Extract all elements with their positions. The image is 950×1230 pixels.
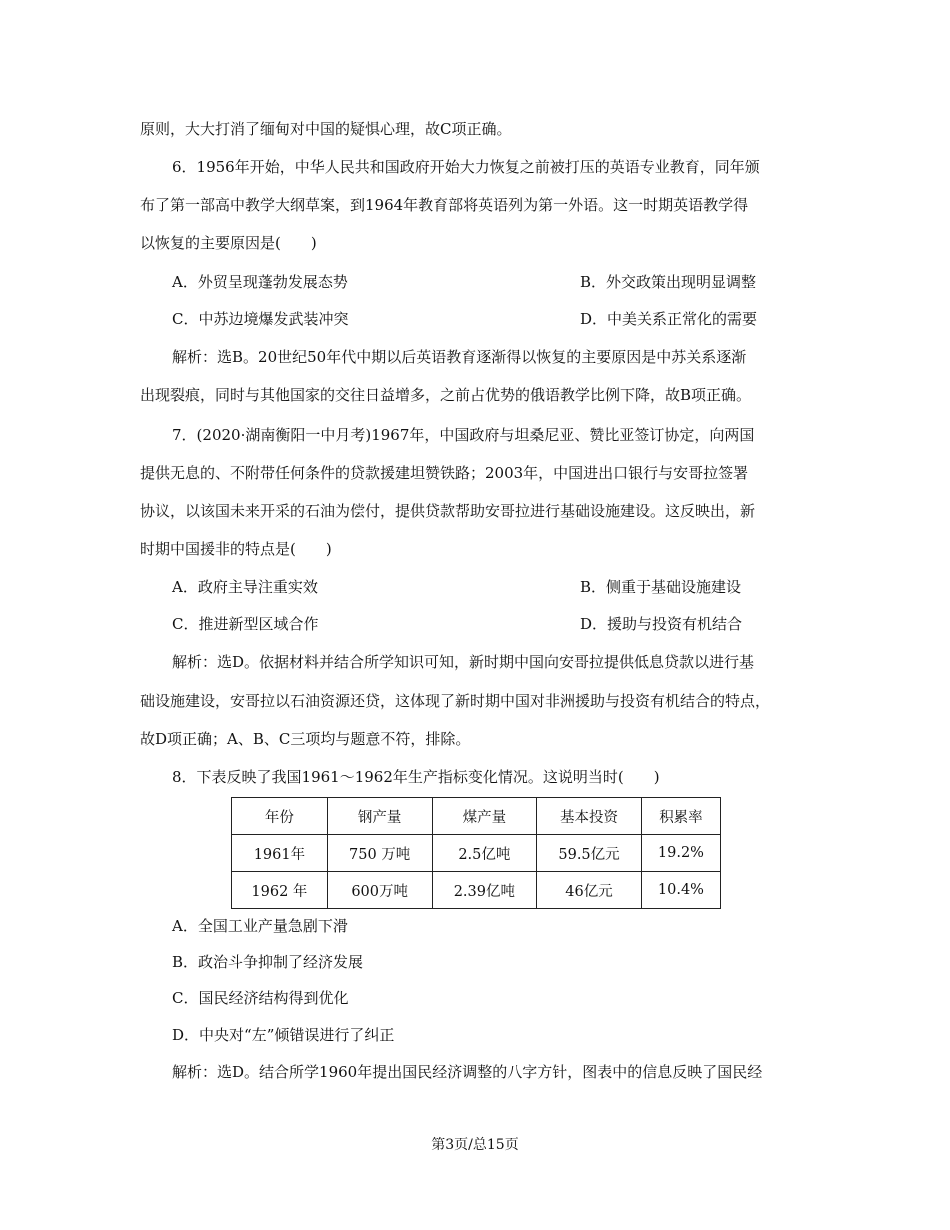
text-line: 布了第一部高中教学大纲草案，到1964年教育部将英语列为第一外语。这一时期英语教学得 <box>140 196 749 214</box>
q6-option-b: B．外交政策出现明显调整 <box>580 273 757 291</box>
table-header-cell: 煤产量 <box>432 798 537 835</box>
table-cell: 19.2% <box>641 835 720 872</box>
q6-option-c: C．中苏边境爆发武装冲突 <box>172 310 349 328</box>
q8-option-b: B．政治斗争抑制了经济发展 <box>172 953 364 971</box>
q6-option-d: D．中美关系正常化的需要 <box>580 310 758 328</box>
text-line: 故D项正确；A、B、C三项均与题意不符，排除。 <box>140 730 471 748</box>
table-header-cell: 钢产量 <box>327 798 432 835</box>
table-cell: 1961年 <box>232 835 328 872</box>
page-footer: 第3页/总15页 <box>431 1137 519 1153</box>
question-6-stem: 6．1956年开始，中华人民共和国政府开始大力恢复之前被打压的英语专业教育，同年颁 <box>172 158 760 176</box>
q7-option-d: D．援助与投资有机结合 <box>580 615 743 633</box>
text-line: 础设施建设，安哥拉以石油资源还贷，这体现了新时期中国对非洲援助与投资有机结合的特点， <box>140 692 771 710</box>
text-line: 时期中国援非的特点是( ) <box>140 540 332 558</box>
q8-option-d: D．中央对“左”倾错误进行了纠正 <box>172 1026 395 1044</box>
table-cell: 46亿元 <box>537 872 642 909</box>
table-row <box>232 835 721 872</box>
text-line: 原则，大大打消了缅甸对中国的疑惧心理，故C项正确。 <box>140 120 512 138</box>
table-cell: 59.5亿元 <box>537 835 642 872</box>
table-cell: 750 万吨 <box>327 835 432 872</box>
q8-option-c: C．国民经济结构得到优化 <box>172 989 349 1007</box>
table-cell: 600万吨 <box>327 872 432 909</box>
q8-option-a: A．全国工业产量急剧下滑 <box>172 917 348 935</box>
question-8-stem: 8．下表反映了我国1961～1962年生产指标变化情况。这说明当时( ) <box>172 768 660 786</box>
q6-option-a: A．外贸呈现蓬勃发展态势 <box>172 273 348 291</box>
question-7-stem: 7．(2020·湖南衡阳一中月考)1967年，中国政府与坦桑尼亚、赞比亚签订协定，向两国 <box>172 426 755 444</box>
q8-analysis: 解析：选D。结合所学1960年提出国民经济调整的八字方针，图表中的信息反映了国民经 <box>172 1063 763 1081</box>
table-cell: 2.5亿吨 <box>432 835 537 872</box>
text-line: 协议，以该国未来开采的石油为偿付，提供贷款帮助安哥拉进行基础设施建设。这反映出，新 <box>140 502 756 520</box>
text-line: 以恢复的主要原因是( ) <box>140 234 317 252</box>
q6-analysis: 解析：选B。20世纪50年代中期以后英语教育逐渐得以恢复的主要原因是中苏关系逐渐 <box>172 348 747 366</box>
production-table <box>231 797 721 909</box>
q7-option-a: A．政府主导注重实效 <box>172 578 318 596</box>
table-header-cell: 基本投资 <box>537 798 642 835</box>
table-header-cell: 积累率 <box>641 798 720 835</box>
table-header-row <box>232 798 721 835</box>
table-header-cell: 年份 <box>232 798 328 835</box>
text-line: 出现裂痕，同时与其他国家的交往日益增多，之前占优势的俄语教学比例下降，故B项正确。 <box>140 386 752 404</box>
text-line: 提供无息的、不附带任何条件的贷款援建坦赞铁路；2003年，中国进出口银行与安哥拉签署 <box>140 464 749 482</box>
table-cell: 1962 年 <box>232 872 328 909</box>
q7-option-b: B．侧重于基础设施建设 <box>580 578 742 596</box>
q7-analysis: 解析：选D。依据材料并结合所学知识可知，新时期中国向安哥拉提供低息贷款以进行基 <box>172 653 755 671</box>
q7-option-c: C．推进新型区域合作 <box>172 615 319 633</box>
table-cell: 2.39亿吨 <box>432 872 537 909</box>
table-row <box>232 872 721 909</box>
table-cell: 10.4% <box>641 872 720 909</box>
